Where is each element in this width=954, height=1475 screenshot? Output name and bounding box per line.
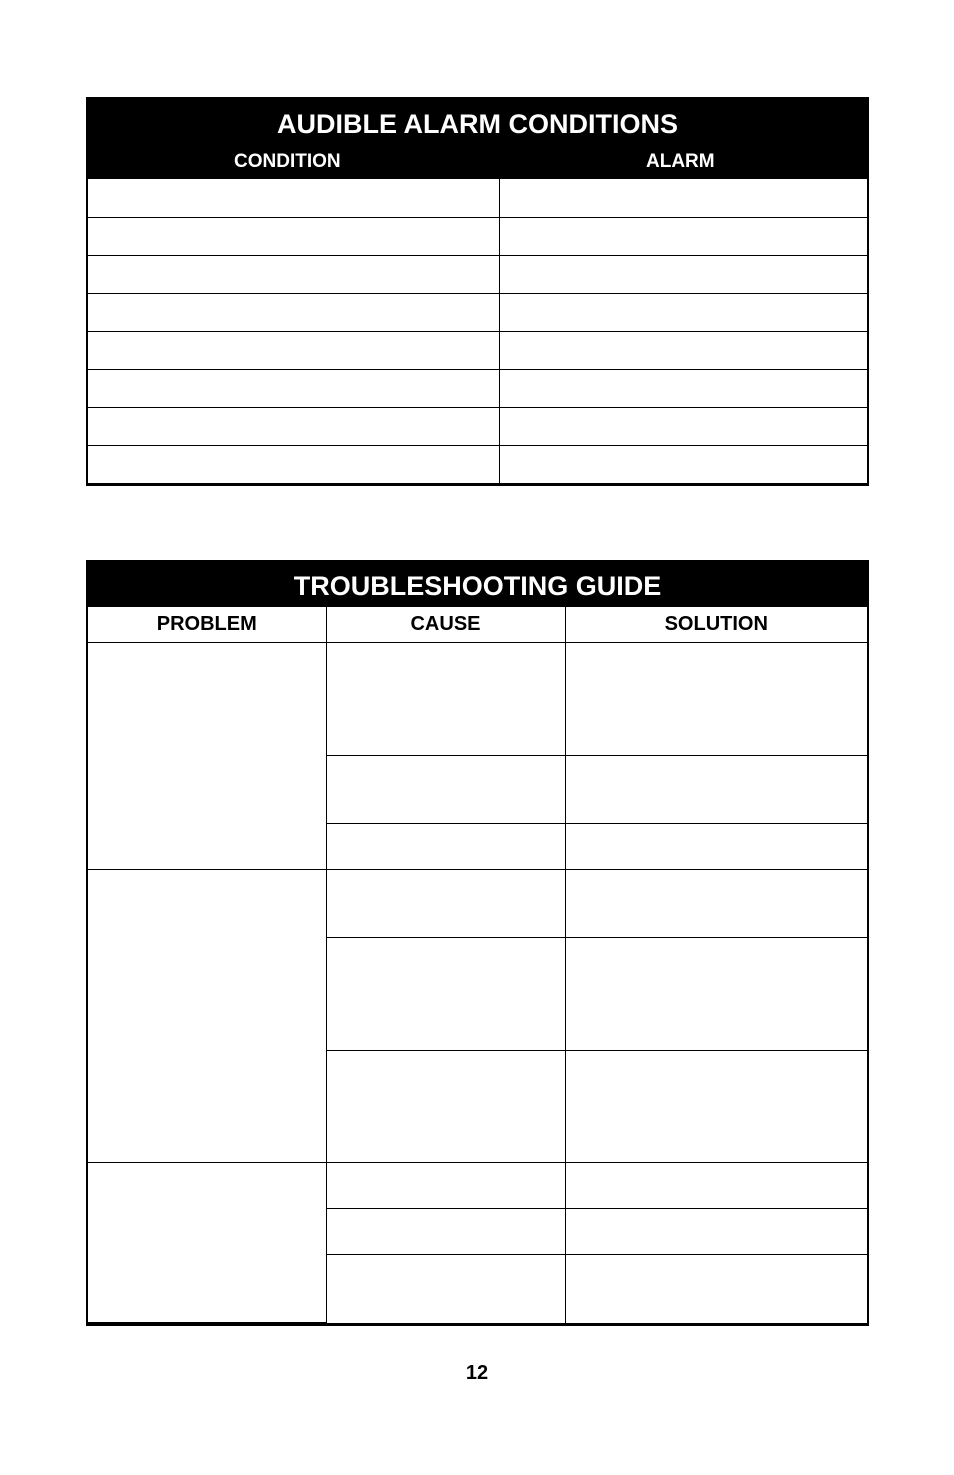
table-cell — [88, 293, 499, 331]
table-cell — [499, 179, 867, 217]
troubleshooting-table-body — [88, 606, 867, 1323]
problem-column-header: PROBLEM — [88, 607, 326, 643]
cause-cell — [326, 756, 565, 824]
cause-cell — [326, 870, 565, 938]
cause-cell — [326, 1209, 565, 1255]
alarm-conditions-table — [86, 97, 869, 486]
solution-cell — [565, 756, 867, 824]
page-number: 12 — [465, 1362, 489, 1384]
table-cell — [88, 369, 499, 407]
table-cell — [88, 445, 499, 483]
cause-cell — [326, 1163, 565, 1209]
table-cell — [88, 179, 499, 217]
solution-cell — [565, 824, 867, 870]
table-cell — [499, 255, 867, 293]
problem-cell — [88, 1163, 326, 1323]
solution-cell — [565, 1051, 867, 1163]
condition-column-header: CONDITION — [234, 151, 341, 172]
solution-cell — [565, 643, 867, 756]
table-cell — [499, 407, 867, 445]
solution-column-header: SOLUTION — [565, 607, 867, 643]
table-cell — [499, 369, 867, 407]
table-cell — [88, 407, 499, 445]
cause-cell — [326, 1051, 565, 1163]
table-cell — [88, 331, 499, 369]
table-cell — [88, 217, 499, 255]
problem-cell — [88, 870, 326, 1163]
problem-cell — [88, 643, 326, 870]
table-cell — [499, 445, 867, 483]
alarm-column-header: ALARM — [646, 151, 715, 172]
alarm-table-header — [88, 99, 867, 179]
cause-cell — [326, 938, 565, 1051]
cause-cell — [326, 1255, 565, 1323]
alarm-table-body — [88, 179, 867, 483]
solution-cell — [565, 938, 867, 1051]
cause-cell — [326, 643, 565, 756]
solution-cell — [565, 1209, 867, 1255]
cause-cell — [326, 824, 565, 870]
solution-cell — [565, 1163, 867, 1209]
table-cell — [499, 217, 867, 255]
solution-cell — [565, 870, 867, 938]
troubleshooting-table — [86, 560, 869, 1326]
table-cell — [88, 255, 499, 293]
table-cell — [499, 293, 867, 331]
alarm-table-title: AUDIBLE ALARM CONDITIONS — [277, 109, 678, 139]
table-cell — [499, 331, 867, 369]
troubleshooting-title: TROUBLESHOOTING GUIDE — [88, 562, 867, 606]
solution-cell — [565, 1255, 867, 1323]
cause-column-header: CAUSE — [326, 607, 565, 643]
